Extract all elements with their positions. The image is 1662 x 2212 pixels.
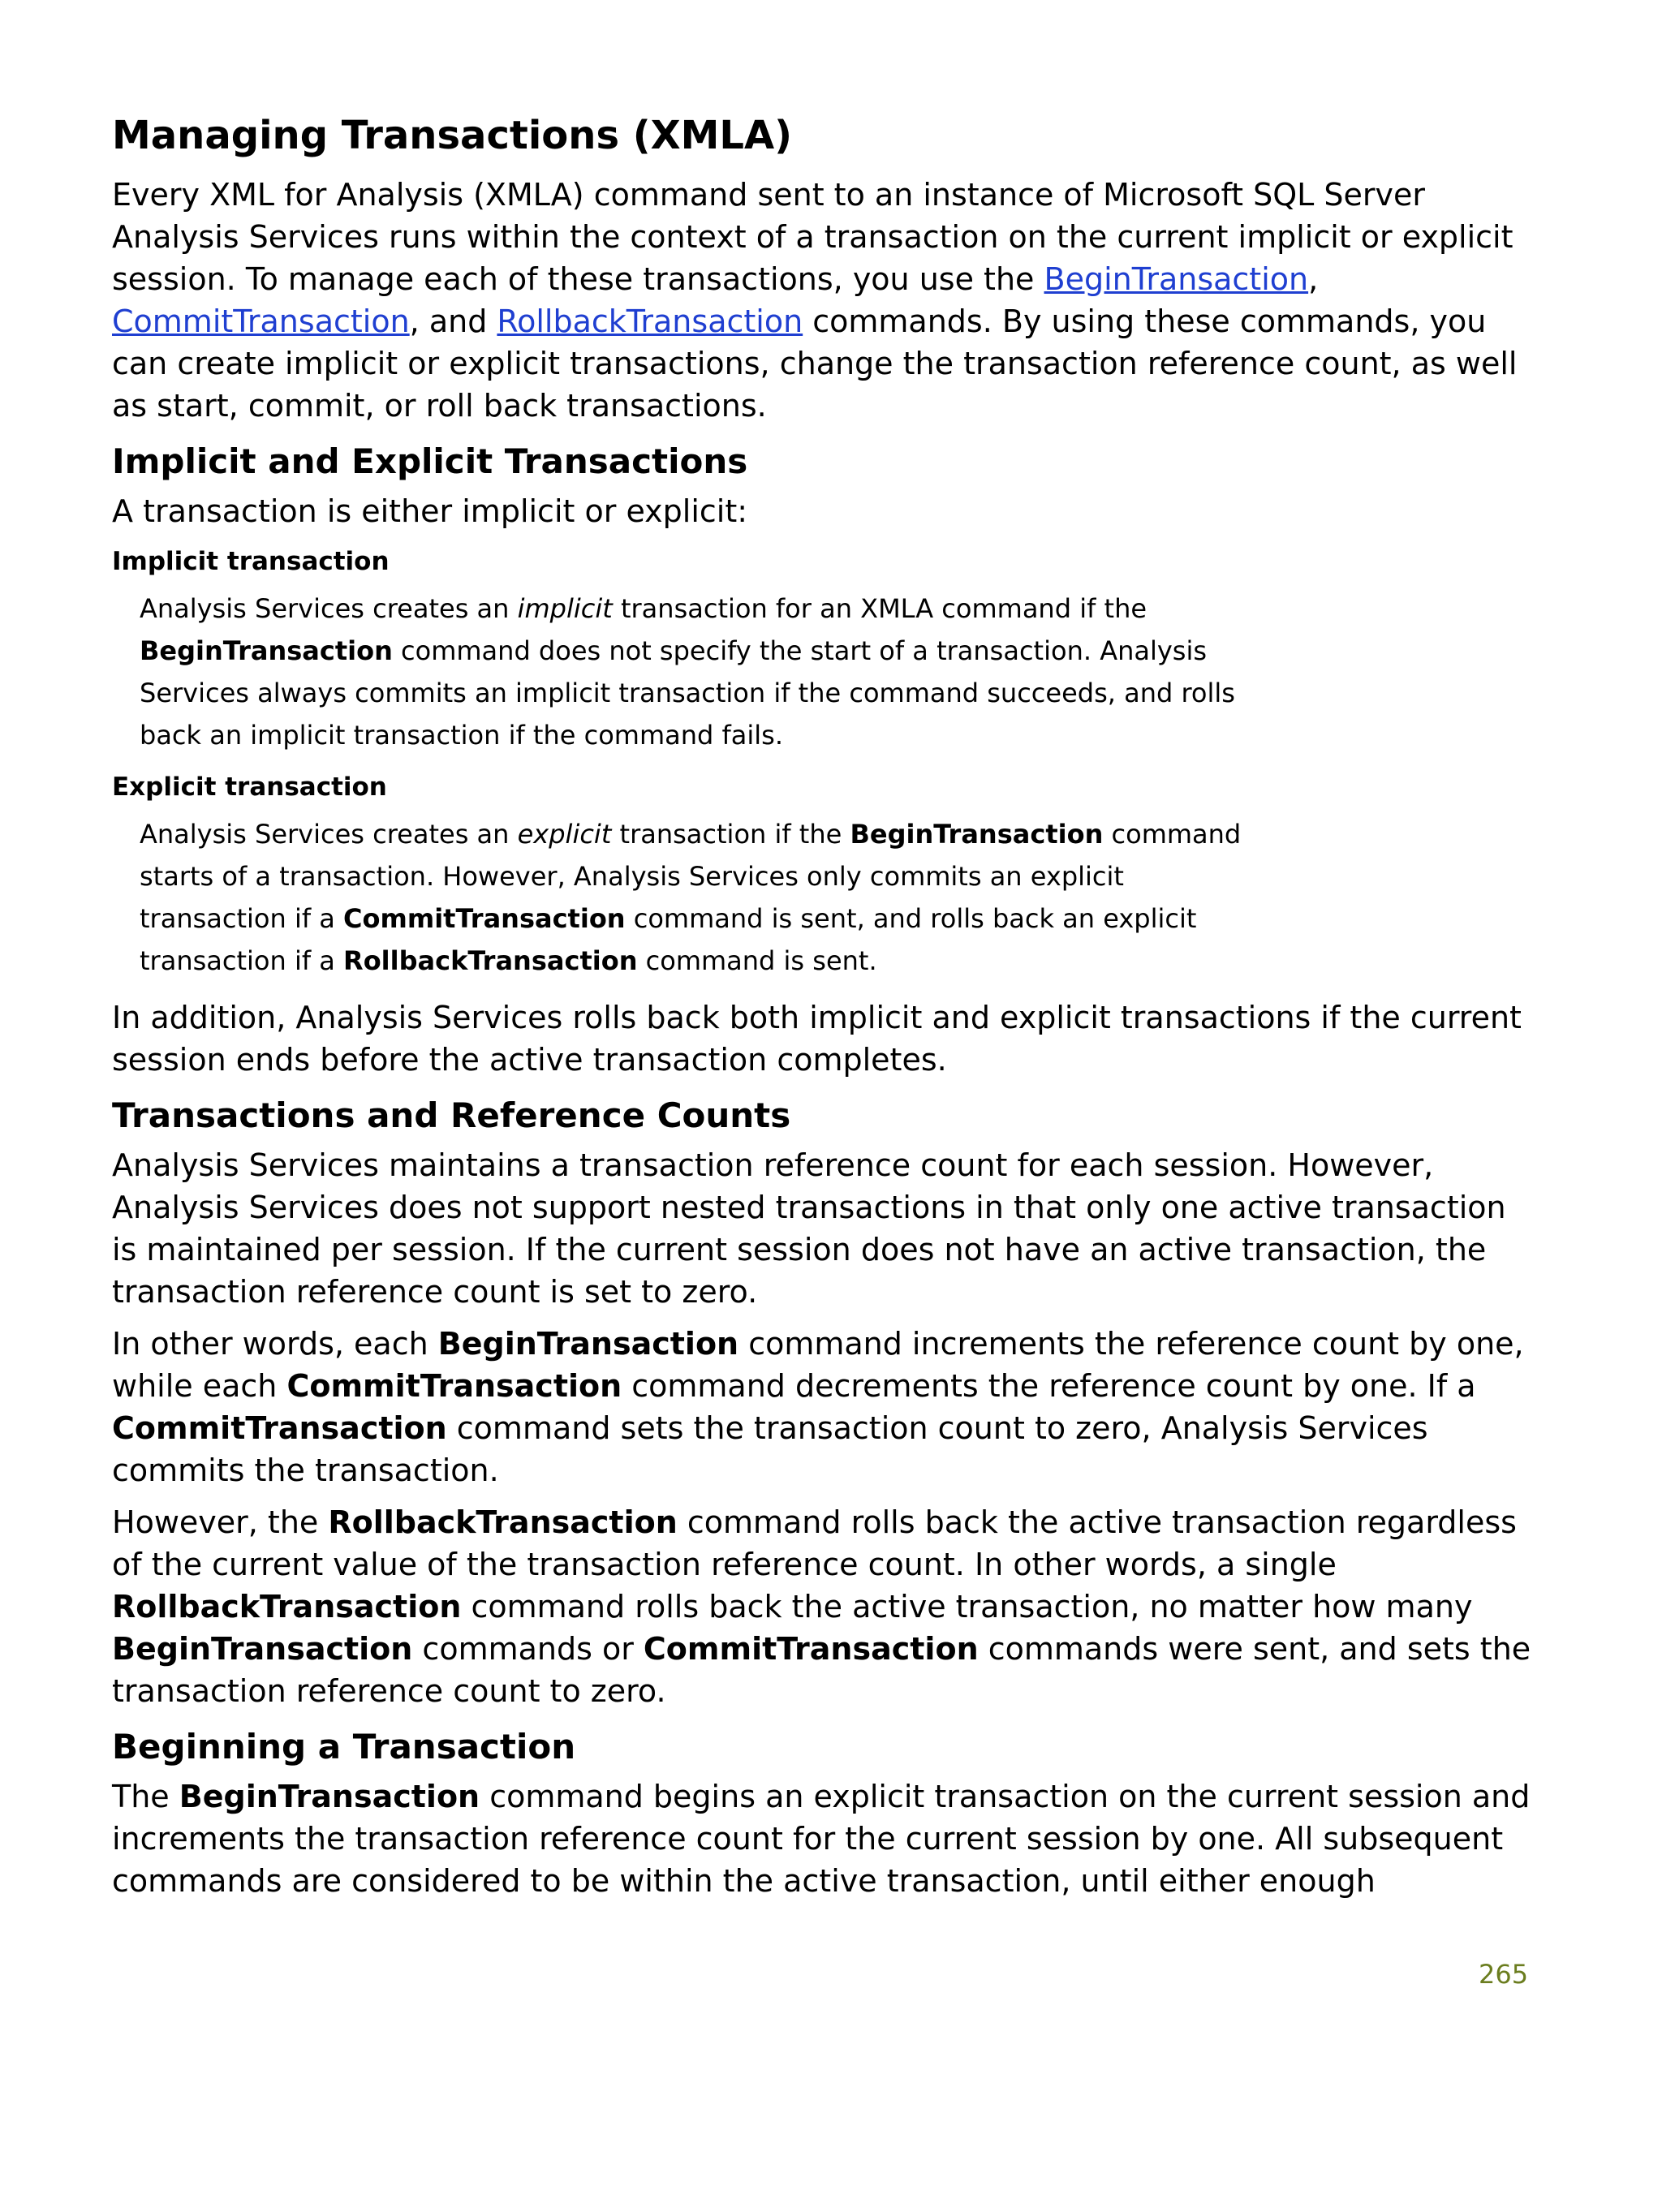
begin-transaction-link[interactable]: BeginTransaction [1044, 261, 1309, 297]
term-explicit-transaction: Explicit transaction [112, 772, 387, 802]
definition-implicit-transaction: Analysis Services creates an implicit transaction for an XMLA command if the BeginTransaction command does not specify the start of a transaction. Analysis Services always commits an implicit transaction if the command succeeds, and rolls back an implicit transaction if the command fails. [140, 593, 1235, 751]
section-heading-beginning-transaction: Beginning a Transaction [112, 1727, 576, 1767]
page-number: 265 [1479, 1959, 1529, 1990]
document-page [112, 105, 1540, 1912]
section1-lead: A transaction is either implicit or explicit: [112, 493, 748, 529]
section1-closing: In addition, Analysis Services rolls back both implicit and explicit transactions if the current session ends before the active transaction completes. [112, 1000, 1522, 1078]
section3-paragraph-1: The BeginTransaction command begins an explicit transaction on the current session and increments the transaction reference count for the current session by one. All subsequent commands are considered to be within the active transaction, until either enough [112, 1779, 1531, 1899]
section-heading-implicit-explicit: Implicit and Explicit Transactions [112, 441, 748, 481]
definition-explicit-transaction: Analysis Services creates an explicit transaction if the BeginTransaction command starts of a transaction. However, Analysis Services only commits an explicit transaction if a CommitTransaction command is sent, and rolls back an explicit transaction if a RollbackTransaction command is sent. [140, 819, 1242, 976]
term-implicit-transaction: Implicit transaction [112, 547, 390, 576]
commit-transaction-link[interactable]: CommitTransaction [112, 303, 410, 339]
section2-paragraph-3: However, the RollbackTransaction command rolls back the active transaction regardless of the current value of the transaction reference count. In other words, a single RollbackTransaction command rolls back the active transaction, no matter how many BeginTransaction commands or CommitTransaction commands were sent, and sets the transaction reference count to zero. [112, 1504, 1531, 1709]
section-heading-reference-counts: Transactions and Reference Counts [112, 1095, 791, 1135]
page-title: Managing Transactions (XMLA) [112, 113, 793, 158]
section2-paragraph-1: Analysis Services maintains a transaction reference count for each session. However, Analysis Services does not support nested transactions in that only one active transaction is maintained per session. If the current session does not have an active transaction, the transaction reference count is set to zero. [112, 1147, 1506, 1310]
rollback-transaction-link[interactable]: RollbackTransaction [497, 303, 803, 339]
section2-paragraph-2: In other words, each BeginTransaction command increments the reference count by one, while each CommitTransaction command decrements the reference count by one. If a CommitTransaction command sets the transaction count to zero, Analysis Services commits the transaction. [112, 1326, 1524, 1488]
intro-paragraph: Every XML for Analysis (XMLA) command sent to an instance of Microsoft SQL Server Analysis Services runs within the context of a transaction on the current implicit or explicit session. To manage each of these transactions, you use the BeginTransaction, CommitTransaction, and RollbackTransaction commands. By using these commands, you can create implicit or explicit transactions, change the transaction reference count, as well as start, commit, or roll back transactions. [112, 177, 1518, 424]
